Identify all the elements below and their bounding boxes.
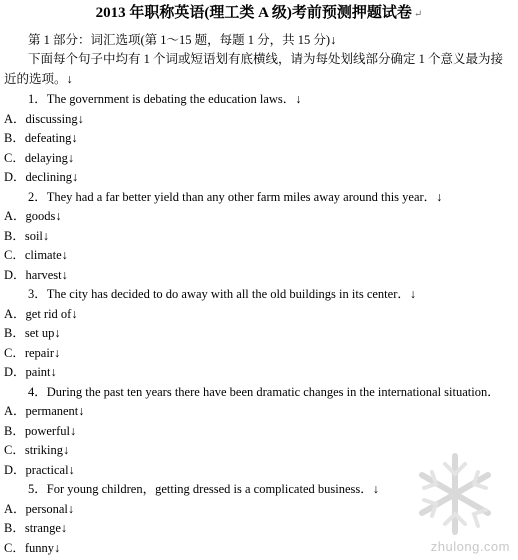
option-line: B．soil↓ [4, 228, 50, 243]
instructions-paragraph: 下面每个句子中均有 1 个词或短语划有底横线，请为每处划线部分确定 1 个意义最为接近的选项。↓ [4, 52, 504, 86]
question-line: 2．They had a far better yield than any other farm miles away around this year．↓ [28, 189, 443, 204]
question-line: 4．During the past ten years there have been dramatic changes in the international situation． [28, 384, 500, 399]
question-line: 1．The government is debating the education laws．↓ [28, 92, 302, 106]
option-line: B．defeating↓ [4, 131, 78, 145]
option-line: C．climate↓ [4, 248, 68, 262]
option-line: A．personal↓ [4, 501, 75, 516]
option-line: A．permanent↓ [4, 404, 85, 418]
option-line: D．harvest↓ [4, 267, 68, 282]
option-line: C．repair↓ [4, 345, 61, 360]
page-title [0, 3, 518, 25]
option-line: A．discussing↓ [4, 111, 84, 126]
option-line: D．paint↓ [4, 365, 57, 379]
section-heading: 第 1 部分：词汇选项(第 1～15 题，每题 1 分，共 15 分)↓ [28, 33, 337, 47]
option-line: C．delaying↓ [4, 150, 75, 165]
option-line: C．funny↓ [4, 540, 61, 555]
option-line: A．goods↓ [4, 209, 62, 223]
paragraph-mark: ↵ [413, 9, 423, 20]
option-line: B．powerful↓ [4, 423, 77, 438]
option-line: B．set up↓ [4, 326, 61, 340]
watermark-text: zhulong.com [430, 539, 510, 554]
question-line: 5．For young children，getting dressed is a complicated business．↓ [28, 482, 379, 496]
option-line: C．striking↓ [4, 443, 70, 457]
option-line: D．declining↓ [4, 170, 79, 184]
option-line: B．strange↓ [4, 521, 68, 535]
watermark-snowflake-icon [400, 444, 510, 554]
option-line: A．get rid of↓ [4, 306, 78, 321]
title-text: 2013 年职称英语(理工类 A 级)考前预测押题试卷 [95, 5, 412, 21]
question-line: 3．The city has decided to do away with all the old buildings in its center．↓ [28, 287, 417, 301]
option-line: D．practical↓ [4, 462, 75, 477]
